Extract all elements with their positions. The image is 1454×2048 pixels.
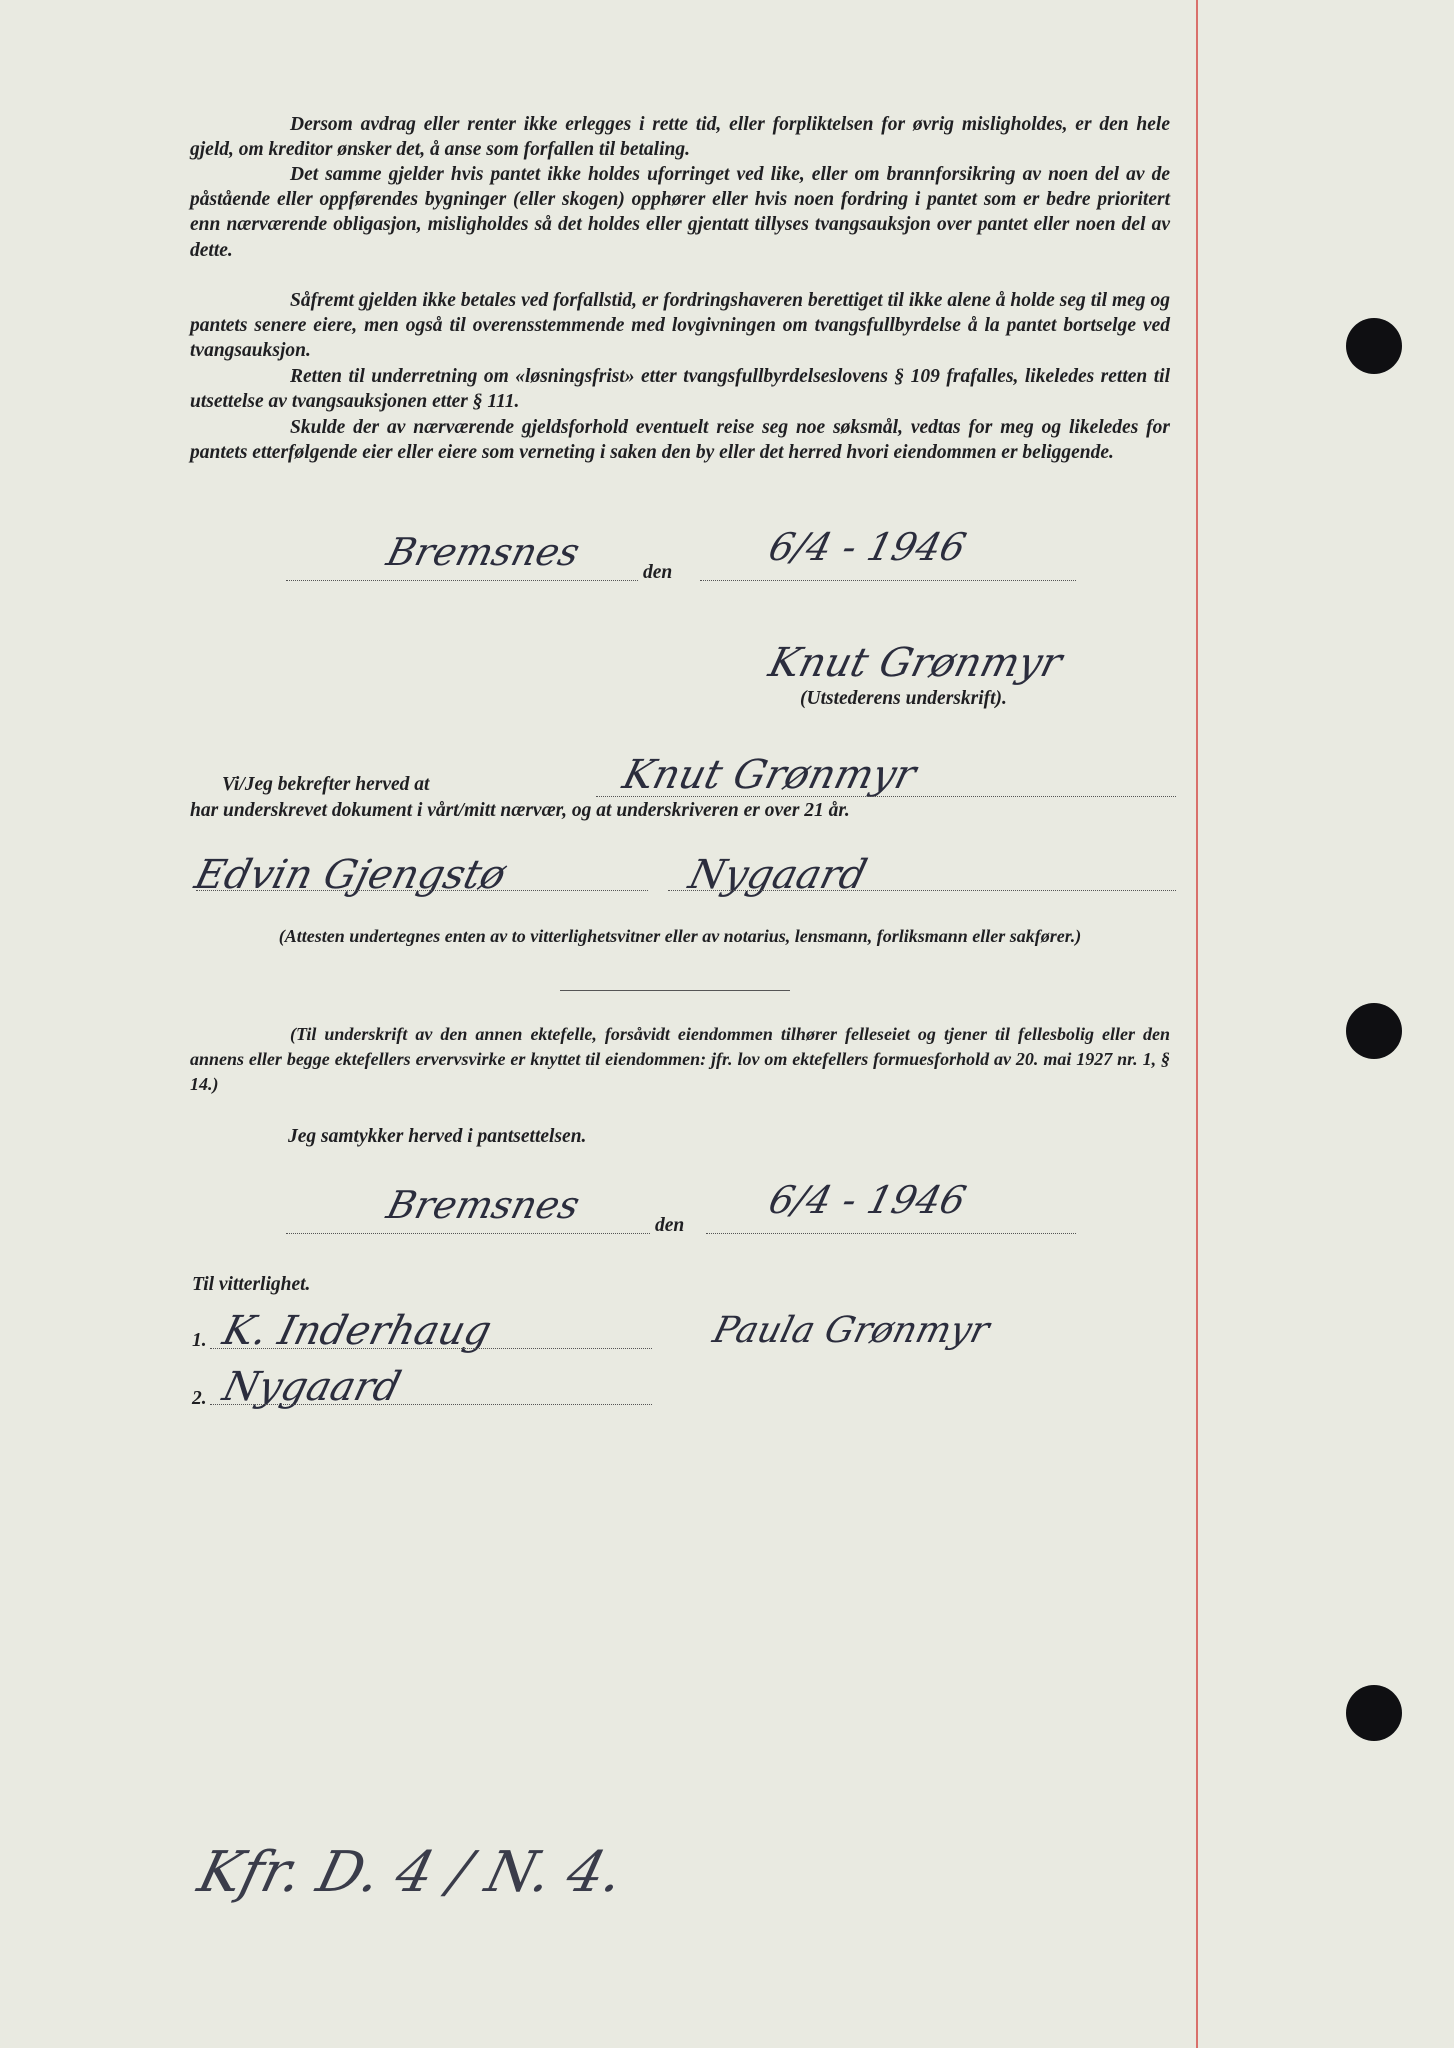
attest-witness-1-dotted-line	[210, 1348, 652, 1349]
place-handwritten: Bremsnes	[382, 530, 585, 574]
terms-paragraph-1: Dersom avdrag eller renter ikke erlegges i rette tid, eller forpliktelsen for øvrig misligholdes, er den hele gjeld, om kreditor ønsker det, å anse som forfallen til betaling.	[190, 114, 1170, 161]
den-label: den	[643, 562, 673, 583]
date-dotted-line-2	[706, 1233, 1076, 1234]
margin-rule	[1196, 0, 1198, 2048]
den-label-2: den	[655, 1215, 685, 1236]
attest-witness-2-signature: Nygaard	[218, 1364, 406, 1410]
attest-witness-1-signature: K. Inderhaug	[218, 1308, 496, 1354]
issuer-signature: Knut Grønmyr	[764, 640, 1067, 686]
date-handwritten-2: 6/4 - 1946	[764, 1178, 971, 1222]
date-handwritten: 6/4 - 1946	[764, 525, 971, 569]
attestation-heading: Til vitterlighet.	[192, 1274, 311, 1295]
place-handwritten-2: Bremsnes	[382, 1183, 585, 1227]
attest-witness-2-dotted-line	[210, 1404, 652, 1405]
punch-hole	[1346, 1003, 1402, 1059]
witness-statement: har underskrevet dokument i vårt/mitt nærvær, og at underskriveren er over 21 år.	[190, 800, 850, 821]
place-dotted-line-2	[286, 1233, 650, 1234]
section-divider	[560, 990, 790, 991]
terms-paragraph-5: Skulde der av nærværende gjeldsforhold eventuelt reise seg noe søksmål, vedtas for meg og likeledes for pantets etterfølgende eier eller eiere som verneting i saken den by eller det herred hvori eiendommen er beliggende.	[190, 417, 1170, 464]
consent-statement: Jeg samtykker herved i pantsettelsen.	[288, 1126, 587, 1147]
punch-hole	[1346, 1685, 1402, 1741]
punch-hole	[1346, 318, 1402, 374]
witness-1-signature: Edvin Gjengstø	[190, 852, 511, 898]
witness-2-signature: Nygaard	[684, 852, 872, 898]
witness-number-2: 2.	[192, 1388, 207, 1409]
spouse-signature: Paula Grønmyr	[708, 1310, 994, 1351]
witness-number-1: 1.	[192, 1330, 207, 1351]
witness-1-dotted-line	[196, 890, 648, 891]
spouse-note: (Til underskrift av den annen ektefelle, forsåvidt eiendommen tilhører felleseiet og tjener til fellesbolig eller den annens eller begge ektefellers ervervsvirke er knyttet til eiendommen: jfr. lov om ektefellers formuesforhold av 20. mai 1927 nr. 1, § 14.)	[190, 1024, 1170, 1094]
issuer-caption: (Utstederens underskrift).	[800, 688, 1007, 709]
footer-handwritten-note: Kfr. D. 4 / N. 4.	[191, 1840, 630, 1905]
witness-intro: Vi/Jeg bekrefter herved at	[222, 774, 430, 795]
date-dotted-line	[700, 580, 1076, 581]
signed-name-dotted-line	[596, 796, 1176, 797]
signed-name-handwritten: Knut Grønmyr	[618, 752, 921, 798]
place-dotted-line	[286, 580, 638, 581]
terms-paragraph-4: Retten til underretning om «løsningsfrist» etter tvangsfullbyrdelseslovens § 109 frafalles, likeledes retten til utsettelse av tvangsauksjonen etter § 111.	[190, 366, 1170, 413]
attestation-note: (Attesten undertegnes enten av to vitterlighetsvitner eller av notarius, lensmann, forliksmann eller sakfører.)	[278, 926, 1082, 946]
terms-paragraph-2: Det samme gjelder hvis pantet ikke holdes uforringet ved like, eller om brannforsikring av noen del av de påstående eller oppførendes bygninger (eller skogen) opphører eller hvis noen fordring i pantet som er bedre prioritert enn nærværende obligasjon, misligholdes så det holdes eller gjentatt tillyses tvangsauksjon over pantet eller noen del av dette.	[190, 164, 1170, 261]
terms-paragraph-3: Såfremt gjelden ikke betales ved forfallstid, er fordringshaveren berettiget til ikke alene å holde seg til meg og pantets senere eiere, men også til overensstemmende med lovgivningen om tvangsfullbyrdelse å la pantet bortselge ved tvangsauksjon.	[190, 290, 1170, 362]
witness-2-dotted-line	[668, 890, 1176, 891]
